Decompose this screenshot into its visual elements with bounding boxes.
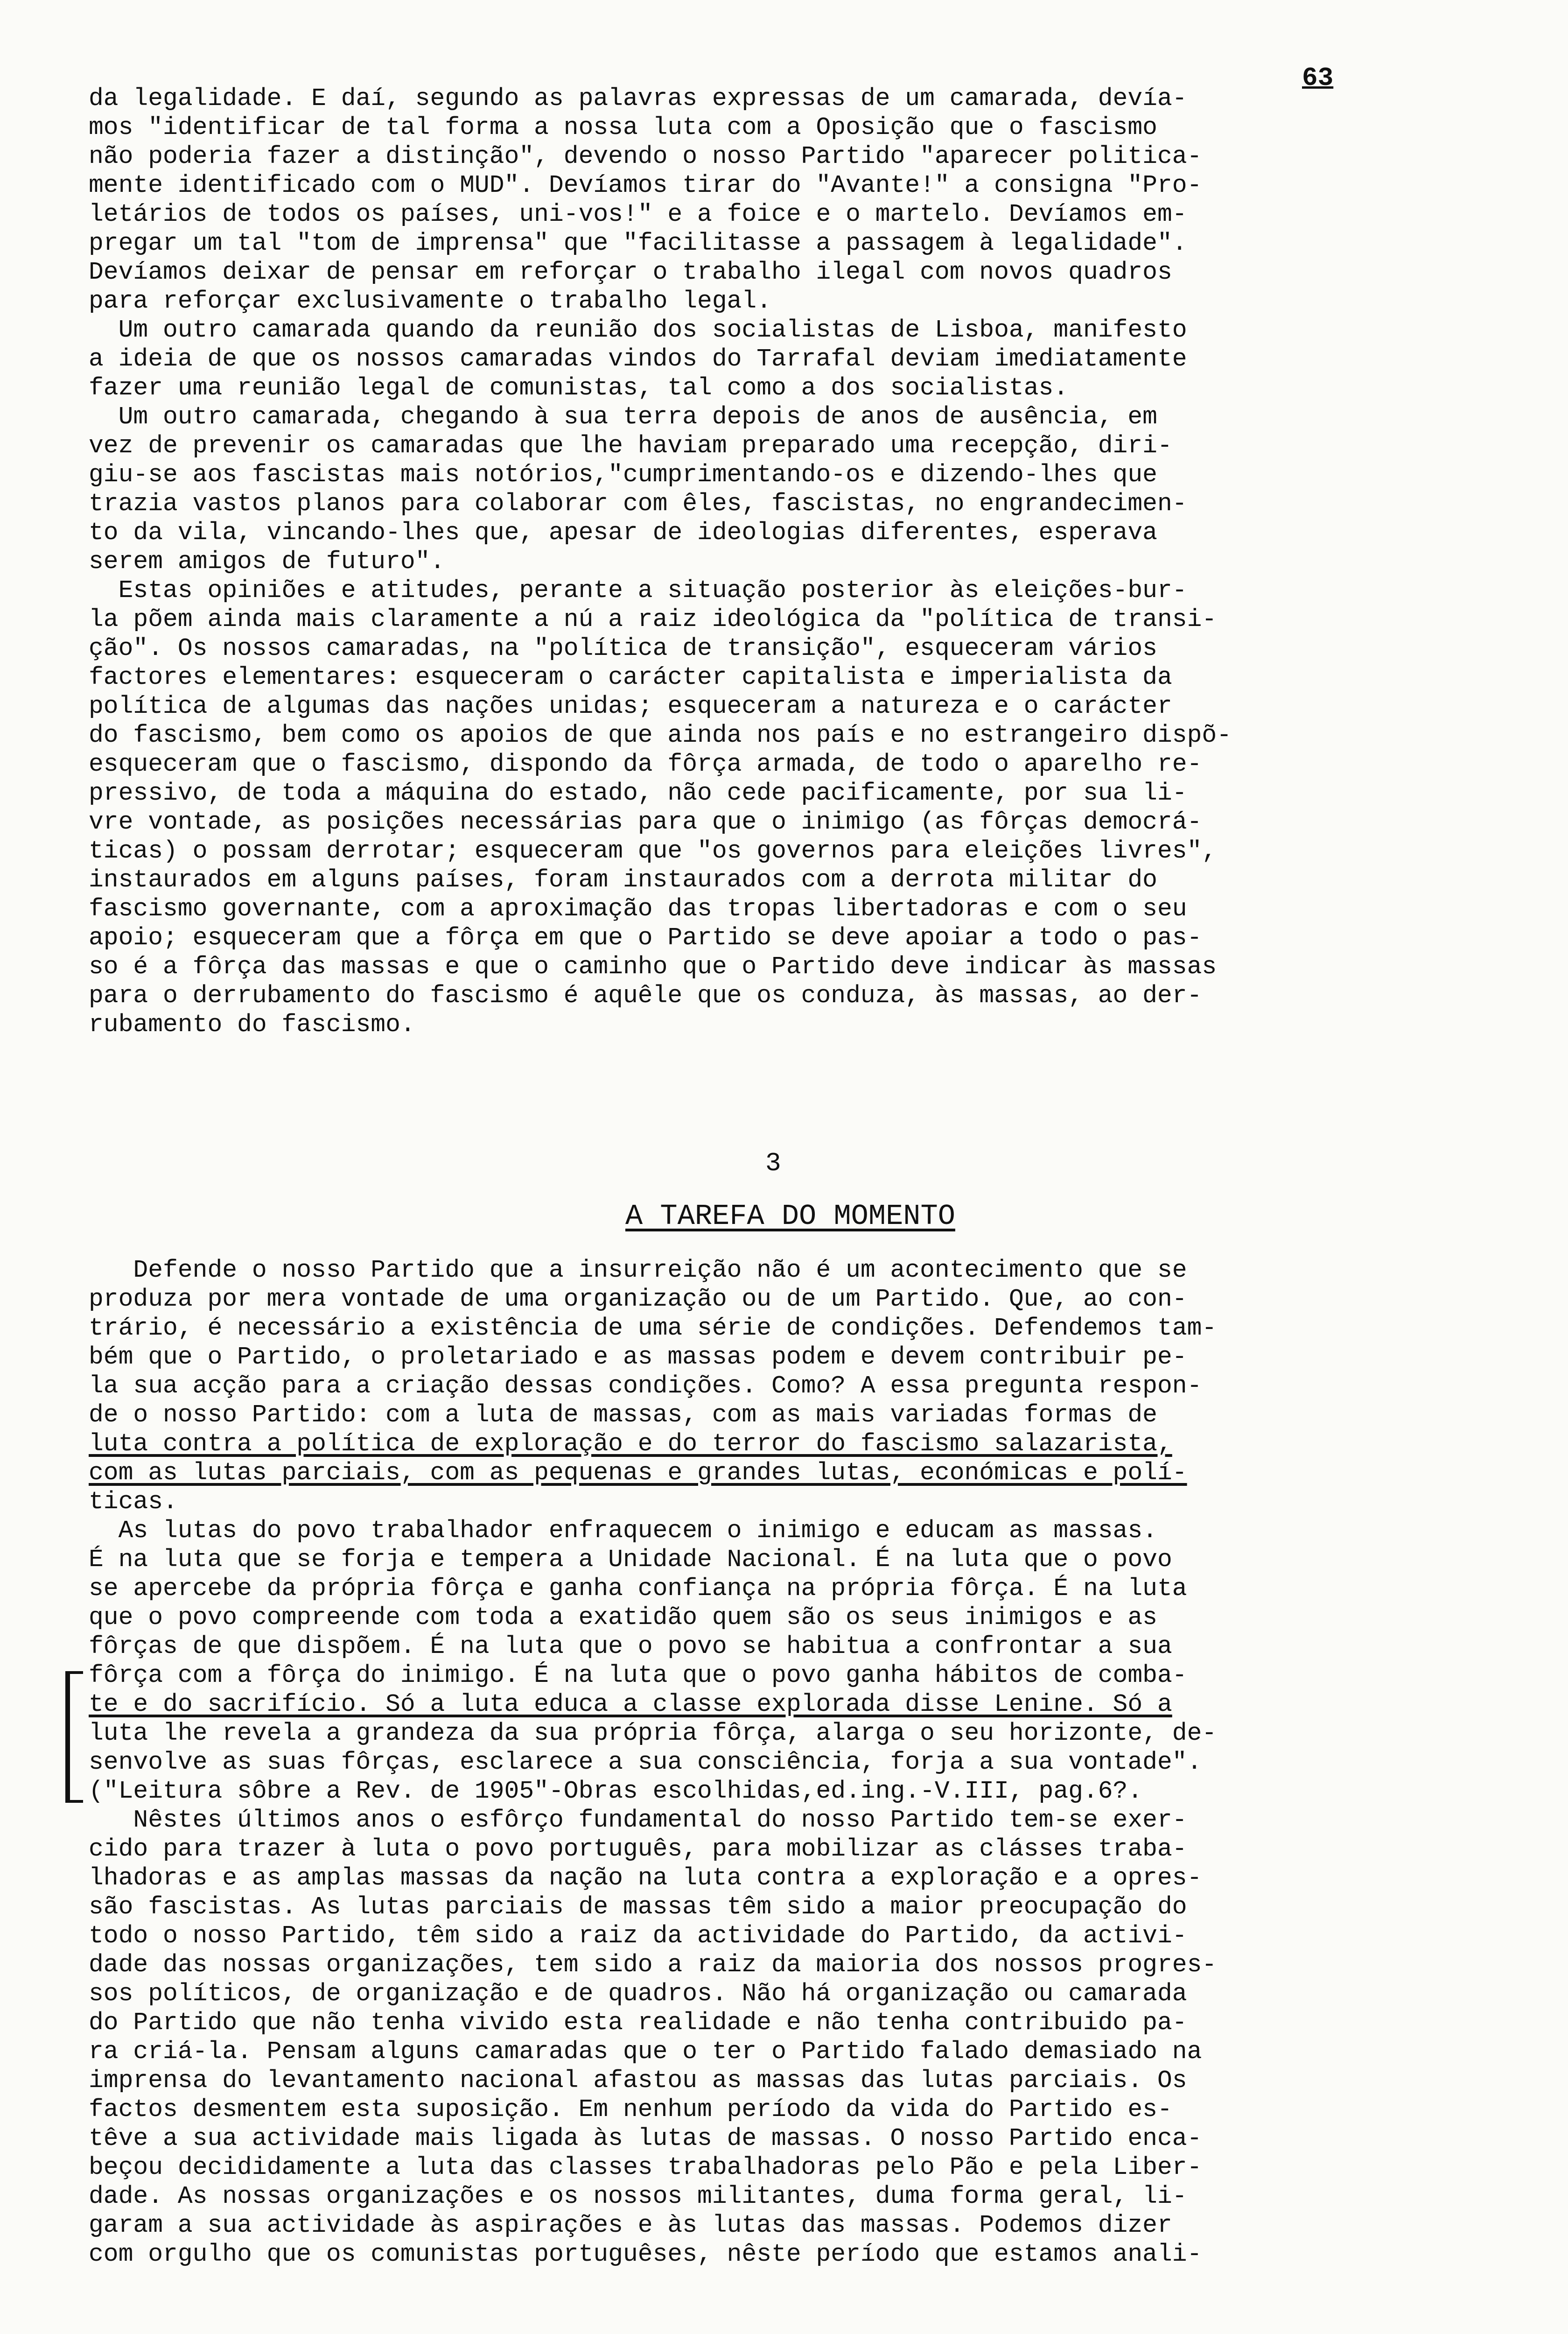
text-line: beçou decididamente a luta das classes trabalhadoras pelo Pão e pela Liber- (89, 2153, 1202, 2181)
text-line: serem amigos de futuro". (89, 548, 445, 576)
section-number: 3 (765, 1148, 781, 1178)
text-block-part2 (89, 1256, 1479, 2269)
text-line: Um outro camarada, chegando à sua terra depois de anos de ausência, em (89, 403, 1157, 431)
text-line: Defende o nosso Partido que a insurreição não é um acontecimento que se (89, 1256, 1187, 1284)
text-line: la põem ainda mais claramente a nú a raiz ideológica da "política de transi- (89, 605, 1217, 633)
text-line: fascismo governante, com a aproximação das tropas libertadoras e com o seu (89, 895, 1187, 923)
text-line: so é a fôrça das massas e que o caminho que o Partido deve indicar às massas (89, 953, 1217, 981)
text-line: factores elementares: esqueceram o carácter capitalista e imperialista da (89, 663, 1172, 691)
text-line: ticas) o possam derrotar; esqueceram que "os governos para eleições livres", (89, 837, 1217, 865)
text-line: ra criá-la. Pensam alguns camaradas que o ter o Partido falado demasiado na (89, 2038, 1202, 2066)
text-line: são fascistas. As lutas parciais de massas têm sido a maior preocupação do (89, 1893, 1187, 1921)
text-line: para o derrubamento do fascismo é aquêle que os conduza, às massas, ao der- (89, 982, 1202, 1010)
page-number: 63 (1302, 63, 1334, 93)
text-line: esqueceram que o fascismo, dispondo da fôrça armada, de todo o aparelho re- (89, 750, 1202, 778)
text-line: luta lhe revela a grandeza da sua própria fôrça, alarga o seu horizonte, de- (89, 1719, 1217, 1747)
text-line: ticas. (89, 1488, 178, 1516)
text-line: para reforçar exclusivamente o trabalho legal. (89, 287, 772, 315)
text-line: política de algumas das nações unidas; esqueceram a natureza e o carácter (89, 692, 1172, 720)
text-line: Nêstes últimos anos o esfôrço fundamental do nosso Partido tem-se exer- (89, 1806, 1187, 1834)
text-line: pressivo, de toda a máquina do estado, não cede pacificamente, por sua li- (89, 779, 1187, 807)
text-line: factos desmentem esta suposição. Em nenhum período da vida do Partido es- (89, 2095, 1172, 2123)
text-line: sos políticos, de organização e de quadros. Não há organização ou camarada (89, 1980, 1187, 2008)
text-line: rubamento do fascismo. (89, 1011, 415, 1039)
text-line: ("Leitura sôbre a Rev. de 1905"-Obras escolhidas,ed.ing.-V.III, pag.6?. (89, 1777, 1143, 1805)
text-line: mente identificado com o MUD". Devíamos tirar do "Avante!" a consigna "Pro- (89, 171, 1202, 199)
text-line: instaurados em alguns países, foram instaurados com a derrota militar do (89, 866, 1157, 894)
section-title: A TAREFA DO MOMENTO (625, 1200, 955, 1233)
text-line: do fascismo, bem como os apoios de que ainda nos país e no estrangeiro dispõ- (89, 721, 1232, 749)
text-line: bém que o Partido, o proletariado e as massas podem e devem contribuir pe- (89, 1343, 1187, 1371)
text-line: dade. As nossas organizações e os nossos militantes, duma forma geral, li- (89, 2182, 1187, 2210)
text-line: produza por mera vontade de uma organização ou de um Partido. Que, ao con- (89, 1285, 1187, 1313)
text-line: fôrças de que dispõem. É na luta que o povo se habitua a confrontar a sua (89, 1632, 1172, 1660)
text-line: pregar um tal "tom de imprensa" que "facilitasse a passagem à legalidade". (89, 229, 1187, 257)
text-line: dade das nossas organizações, tem sido a raiz da maioria dos nossos progres- (89, 1951, 1217, 1979)
text-line: com orgulho que os comunistas portuguêses, nêste período que estamos anali- (89, 2240, 1202, 2268)
text-line: As lutas do povo trabalhador enfraquecem o inimigo e educam as massas. (89, 1517, 1157, 1545)
text-line: ção". Os nossos camaradas, na "política de transição", esqueceram vários (89, 634, 1157, 662)
text-line: to da vila, vincando-lhes que, apesar de ideologias diferentes, esperava (89, 519, 1157, 547)
text-line: garam a sua actividade às aspirações e às lutas das massas. Podemos dizer (89, 2211, 1172, 2239)
text-line: não poderia fazer a distinção", devendo o nosso Partido "aparecer politica- (89, 142, 1202, 170)
text-line: cido para trazer à luta o povo português, para mobilizar as clásses traba- (89, 1835, 1187, 1863)
text-line: imprensa do levantamento nacional afastou as massas das lutas parciais. Os (89, 2067, 1187, 2095)
text-line: te e do sacrifício. Só a luta educa a classe explorada disse Lenine. Só a (89, 1690, 1172, 1718)
text-line: senvolve as suas fôrças, esclarece a sua consciência, forja a sua vontade". (89, 1748, 1202, 1776)
text-line: têve a sua actividade mais ligada às lutas de massas. O nosso Partido enca- (89, 2124, 1202, 2152)
text-line: É na luta que se forja e tempera a Unidade Nacional. É na luta que o povo (89, 1546, 1172, 1574)
text-line: trário, é necessário a existência de uma série de condições. Defendemos tam- (89, 1314, 1217, 1342)
text-line: Estas opiniões e atitudes, perante a situação posterior às eleições-bur- (89, 576, 1187, 605)
text-line: apoio; esqueceram que a fôrça em que o Partido se deve apoiar a todo o pas- (89, 924, 1202, 952)
text-line: trazia vastos planos para colaborar com êles, fascistas, no engrandecimen- (89, 490, 1187, 518)
text-line: letários de todos os países, uni-vos!" e a foice e o martelo. Devíamos em- (89, 200, 1187, 228)
text-line: vre vontade, as posições necessárias para que o inimigo (as fôrças democrá- (89, 808, 1202, 836)
text-line: todo o nosso Partido, têm sido a raiz da actividade do Partido, da activi- (89, 1922, 1187, 1950)
text-line: la sua acção para a criação dessas condições. Como? A essa pregunta respon- (89, 1372, 1202, 1400)
text-line: lhadoras e as amplas massas da nação na luta contra a exploração e a opres- (89, 1864, 1202, 1892)
text-line: giu-se aos fascistas mais notórios,"cumprimentando-os e dizendo-lhes que (89, 461, 1157, 489)
text-line: vez de prevenir os camaradas que lhe haviam preparado uma recepção, diri- (89, 432, 1172, 460)
text-line: com as lutas parciais, com as pequenas e grandes lutas, económicas e polí- (89, 1459, 1187, 1487)
text-line: fôrça com a fôrça do inimigo. É na luta que o povo ganha hábitos de comba- (89, 1661, 1187, 1689)
text-line: que o povo compreende com toda a exatidão quem são os seus inimigos e as (89, 1603, 1157, 1631)
text-line: do Partido que não tenha vivido esta realidade e não tenha contribuido pa- (89, 2009, 1187, 2037)
margin-bracket-mark (65, 1671, 83, 1803)
text-line: de o nosso Partido: com a luta de massas, com as mais variadas formas de (89, 1401, 1157, 1429)
text-line: fazer uma reunião legal de comunistas, tal como a dos socialistas. (89, 374, 1069, 402)
text-line: Devíamos deixar de pensar em reforçar o trabalho ilegal com novos quadros (89, 258, 1172, 286)
text-line: luta contra a política de exploração e do terror do fascismo salazarista, (89, 1430, 1172, 1458)
text-block-part1 (89, 84, 1479, 1039)
text-line: Um outro camarada quando da reunião dos socialistas de Lisboa, manifesto (89, 316, 1187, 344)
text-line: a ideia de que os nossos camaradas vindos do Tarrafal deviam imediatamente (89, 345, 1187, 373)
text-line: se apercebe da própria fôrça e ganha confiança na própria fôrça. É na luta (89, 1575, 1187, 1603)
text-line: da legalidade. E daí, segundo as palavras expressas de um camarada, devía- (89, 84, 1187, 112)
text-line: mos "identificar de tal forma a nossa luta com a Oposição que o fascismo (89, 113, 1157, 141)
